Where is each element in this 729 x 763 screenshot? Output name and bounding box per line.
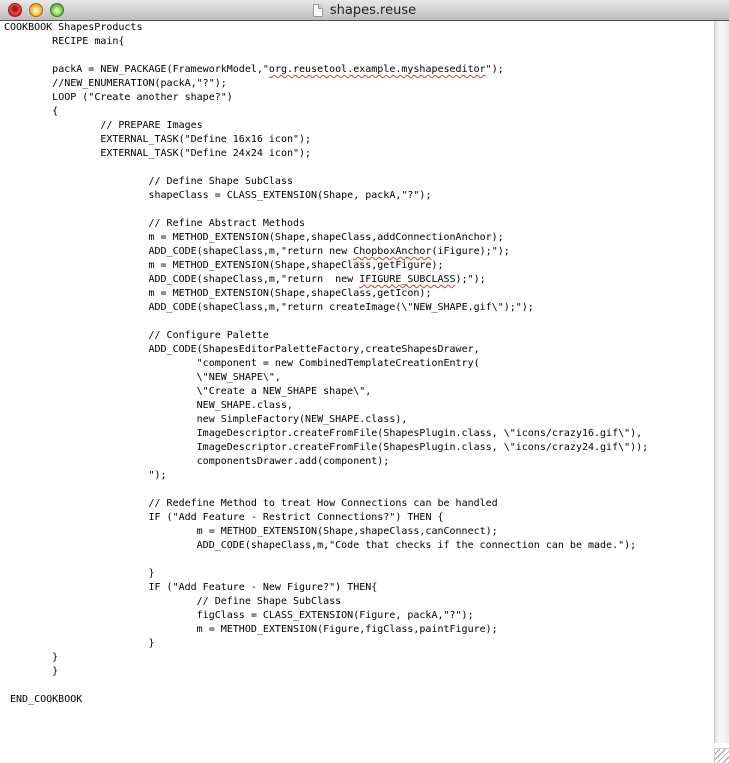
- code-text: // PREPARE Images: [4, 120, 203, 131]
- code-text: ");: [485, 64, 504, 75]
- code-line[interactable]: [4, 441, 648, 455]
- code-text: m = METHOD_EXTENSION(Figure,figClass,paintFigure);: [4, 624, 498, 635]
- code-text: }: [4, 638, 155, 649]
- code-text: EXTERNAL_TASK("Define 24x24 icon");: [4, 148, 312, 159]
- code-text: // Configure Palette: [4, 330, 269, 341]
- code-line[interactable]: [4, 553, 648, 567]
- code-line[interactable]: [4, 693, 648, 707]
- code-line[interactable]: [4, 469, 648, 483]
- code-line[interactable]: [4, 245, 648, 259]
- code-text: m = METHOD_EXTENSION(Shape,shapeClass,getFigure);: [4, 260, 444, 271]
- code-line[interactable]: [4, 203, 648, 217]
- code-line[interactable]: [4, 287, 648, 301]
- code-line[interactable]: [4, 133, 648, 147]
- code-line[interactable]: [4, 413, 648, 427]
- code-line[interactable]: [4, 77, 648, 91]
- code-text: packA = NEW_PACKAGE(FrameworkModel,": [4, 64, 269, 75]
- code-line[interactable]: [4, 623, 648, 637]
- code-text: ");: [4, 470, 167, 481]
- code-line[interactable]: [4, 119, 648, 133]
- code-text: (iFigure);");: [431, 246, 510, 257]
- code-text: new SimpleFactory(NEW_SHAPE.class),: [4, 414, 408, 425]
- code-text: // Redefine Method to treat How Connections can be handled: [4, 498, 498, 509]
- code-text: );");: [455, 274, 486, 285]
- code-line[interactable]: [4, 497, 648, 511]
- resize-grip-icon[interactable]: [714, 748, 729, 763]
- code-text: }: [4, 568, 155, 579]
- code-text: componentsDrawer.add(component);: [4, 456, 390, 467]
- code-text: IF ("Add Feature - Restrict Connections?") THEN {: [4, 512, 444, 523]
- code-text: m = METHOD_EXTENSION(Shape,shapeClass,canConnect);: [4, 526, 498, 537]
- code-text: ADD_CODE(shapeClass,m,"Code that checks if the connection can be made.");: [4, 540, 637, 551]
- code-text: m = METHOD_EXTENSION(Shape,shapeClass,getIcon);: [4, 288, 432, 299]
- code-text: EXTERNAL_TASK("Define 16x16 icon");: [4, 134, 312, 145]
- code-content[interactable]: [4, 21, 648, 707]
- code-line[interactable]: [4, 91, 648, 105]
- code-text: m = METHOD_EXTENSION(Shape,shapeClass,addConnectionAnchor);: [4, 232, 504, 243]
- code-line[interactable]: [4, 595, 648, 609]
- code-line[interactable]: [4, 175, 648, 189]
- code-line[interactable]: [4, 315, 648, 329]
- code-text: ADD_CODE(shapeClass,m,"return new: [4, 274, 360, 285]
- code-text: //NEW_ENUMERATION(packA,"?");: [4, 78, 227, 89]
- code-line[interactable]: [4, 63, 648, 77]
- code-line[interactable]: [4, 301, 648, 315]
- code-text: COOKBOOK ShapesProducts: [4, 22, 143, 33]
- code-text: LOOP ("Create another shape?"): [4, 92, 233, 103]
- code-text: shapeClass = CLASS_EXTENSION(Shape, packA,"?");: [4, 190, 432, 201]
- vertical-scrollbar[interactable]: [714, 21, 729, 743]
- code-line[interactable]: [4, 539, 648, 553]
- code-line[interactable]: [4, 665, 648, 679]
- code-text: ImageDescriptor.createFromFile(ShapesPlugin.class, \"icons/crazy16.gif\"),: [4, 428, 643, 439]
- code-line[interactable]: [4, 567, 648, 581]
- code-line[interactable]: [4, 427, 648, 441]
- code-text: IF ("Add Feature - New Figure?") THEN{: [4, 582, 378, 593]
- code-text: NEW_SHAPE.class,: [4, 400, 293, 411]
- code-line[interactable]: [4, 343, 648, 357]
- document-icon[interactable]: [313, 4, 323, 17]
- code-text: ADD_CODE(shapeClass,m,"return createImage(\"NEW_SHAPE.gif\");");: [4, 302, 534, 313]
- code-text: ImageDescriptor.createFromFile(ShapesPlugin.class, \"icons/crazy24.gif\"));: [4, 442, 649, 453]
- code-text: ADD_CODE(shapeClass,m,"return new: [4, 246, 354, 257]
- code-line[interactable]: [4, 105, 648, 119]
- code-line[interactable]: [4, 651, 648, 665]
- misspelled-word[interactable]: IFIGURE_SUBCLASS: [359, 274, 456, 285]
- code-line[interactable]: [4, 483, 648, 497]
- code-text: RECIPE main{: [4, 36, 125, 47]
- code-line[interactable]: [4, 189, 648, 203]
- code-text: {: [4, 106, 59, 117]
- code-line[interactable]: [4, 217, 648, 231]
- code-line[interactable]: [4, 147, 648, 161]
- title-area: [0, 0, 729, 20]
- code-line[interactable]: [4, 399, 648, 413]
- code-text: \"NEW_SHAPE\",: [4, 372, 281, 383]
- code-line[interactable]: [4, 679, 648, 693]
- code-text: }: [4, 652, 59, 663]
- code-line[interactable]: [4, 161, 648, 175]
- misspelled-word[interactable]: org.reusetool.example.myshapeseditor: [268, 64, 486, 75]
- code-line[interactable]: [4, 385, 648, 399]
- code-line[interactable]: [4, 371, 648, 385]
- code-line[interactable]: [4, 49, 648, 63]
- code-line[interactable]: [4, 455, 648, 469]
- title-bar[interactable]: [0, 0, 729, 21]
- code-line[interactable]: [4, 35, 648, 49]
- code-line[interactable]: [4, 511, 648, 525]
- code-text: figClass = CLASS_EXTENSION(Figure, packA,"?");: [4, 610, 474, 621]
- code-line[interactable]: [4, 273, 648, 287]
- code-text: END_COOKBOOK: [4, 694, 83, 705]
- text-editor-area[interactable]: [0, 21, 714, 763]
- code-line[interactable]: [4, 21, 648, 35]
- code-line[interactable]: [4, 637, 648, 651]
- code-line[interactable]: [4, 259, 648, 273]
- code-text: "component = new CombinedTemplateCreationEntry(: [4, 358, 480, 369]
- code-line[interactable]: [4, 231, 648, 245]
- code-text: ADD_CODE(ShapesEditorPaletteFactory,createShapesDrawer,: [4, 344, 480, 355]
- code-text: }: [4, 666, 59, 677]
- code-line[interactable]: [4, 609, 648, 623]
- code-text: // Define Shape SubClass: [4, 596, 342, 607]
- window-title: shapes.reuse: [329, 2, 417, 18]
- code-text: // Refine Abstract Methods: [4, 218, 306, 229]
- code-line[interactable]: [4, 329, 648, 343]
- code-text: // Define Shape SubClass: [4, 176, 293, 187]
- code-text: \"Create a NEW_SHAPE shape\",: [4, 386, 372, 397]
- code-line[interactable]: [4, 525, 648, 539]
- code-line[interactable]: [4, 581, 648, 595]
- misspelled-word[interactable]: ChopboxAnchor: [353, 246, 432, 257]
- code-line[interactable]: [4, 357, 648, 371]
